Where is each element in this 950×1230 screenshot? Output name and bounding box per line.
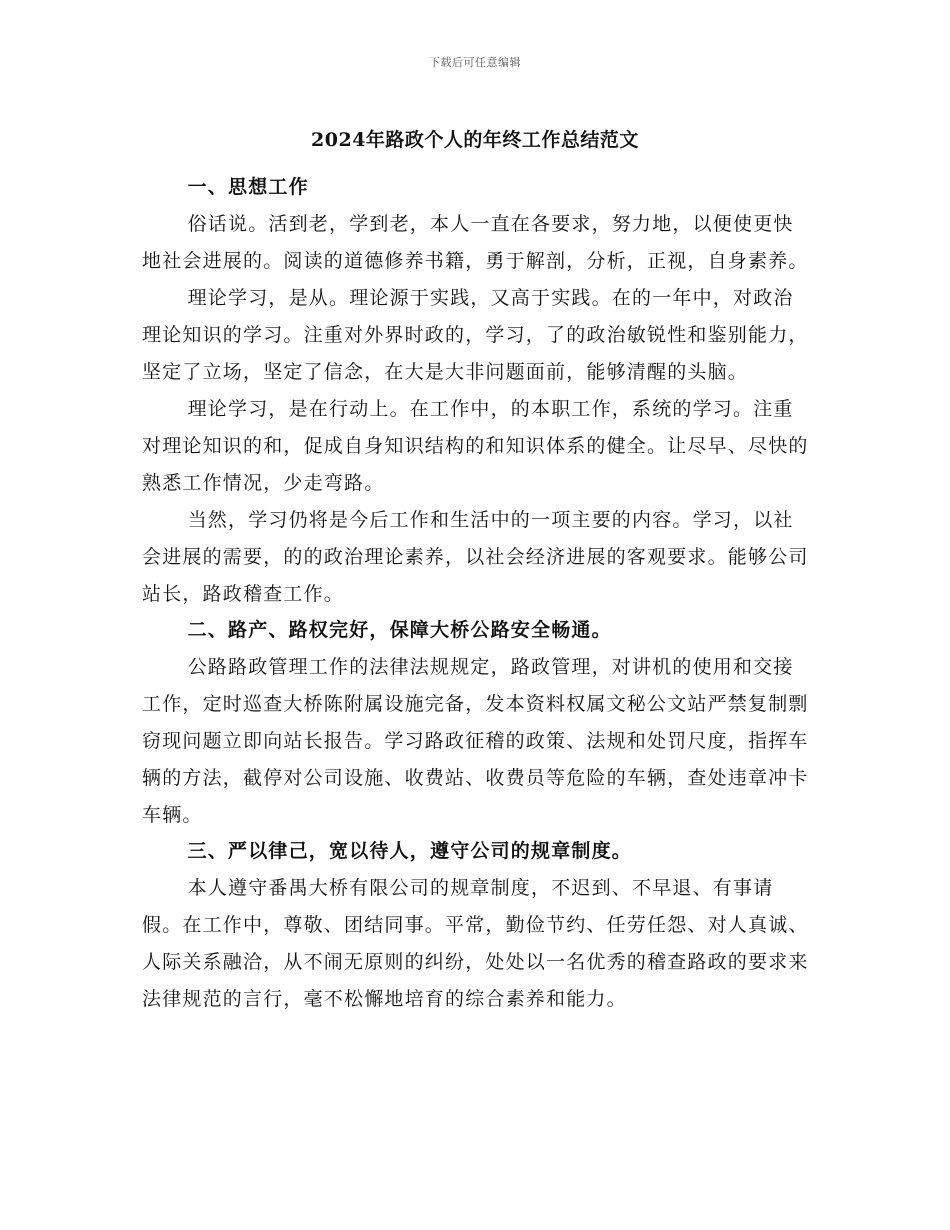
paragraph: 公路路政管理工作的法律法规规定，路政管理，对讲机的使用和交接工作，定时巡查大桥陈附属设施完备，发本资料权属文秘公文站严禁复制剽窃现问题立即向站长报告。学习路政征稽的政策、法规和处罚尺度，指挥车辆的方法，截停对公司设施、收费站、收费员等危险的车辆，查处违章冲卡车辆。 (142, 656, 809, 826)
paragraph: 理论学习，是在行动上。在工作中，的本职工作，系统的学习。注重对理论知识的和，促成自身知识结构的和知识体系的健全。让尽早、尽快的熟悉工作情况，少走弯路。 (142, 398, 809, 494)
document-body (142, 170, 810, 1018)
section-heading: 一、思想工作 (187, 176, 309, 198)
paragraph: 理论学习，是从。理论源于实践，又高于实践。在的一年中，对政治理论知识的学习。注重对外界时政的，学习，了的政治敏锐性和鉴别能力，坚定了立场，坚定了信念，在大是大非问题面前，能够清醒的头脑。 (142, 287, 809, 383)
paragraph: 本人遵守番禺大桥有限公司的规章制度，不迟到、不早退、有事请假。在工作中，尊敬、团结同事。平常，勤俭节约、任劳任怨、对人真诚、人际关系融洽，从不闹无原则的纠纷，处处以一名优秀的稽查路政的要求来法律规范的言行，毫不松懈地培育的综合素养和能力。 (142, 877, 809, 1010)
section-heading: 二、路产、路权完好，保障大桥公路安全畅通。 (187, 619, 612, 641)
document-title: 2024年路政个人的年终工作总结范文 (311, 129, 639, 151)
section-heading: 三、严以律己，宽以待人，遵守公司的规章制度。 (187, 840, 632, 862)
paragraph: 俗话说。活到老，学到老，本人一直在各要求，努力地，以便使更快地社会进展的。阅读的道德修养书籍，勇于解剖，分析，正视，自身素养。 (142, 213, 809, 272)
header-note: 下载后可任意编辑 (429, 56, 521, 69)
paragraph: 当然，学习仍将是今后工作和生活中的一项主要的内容。学习，以社会进展的需要，的的政治理论素养，以社会经济进展的客观要求。能够公司站长，路政稽查工作。 (142, 509, 809, 605)
